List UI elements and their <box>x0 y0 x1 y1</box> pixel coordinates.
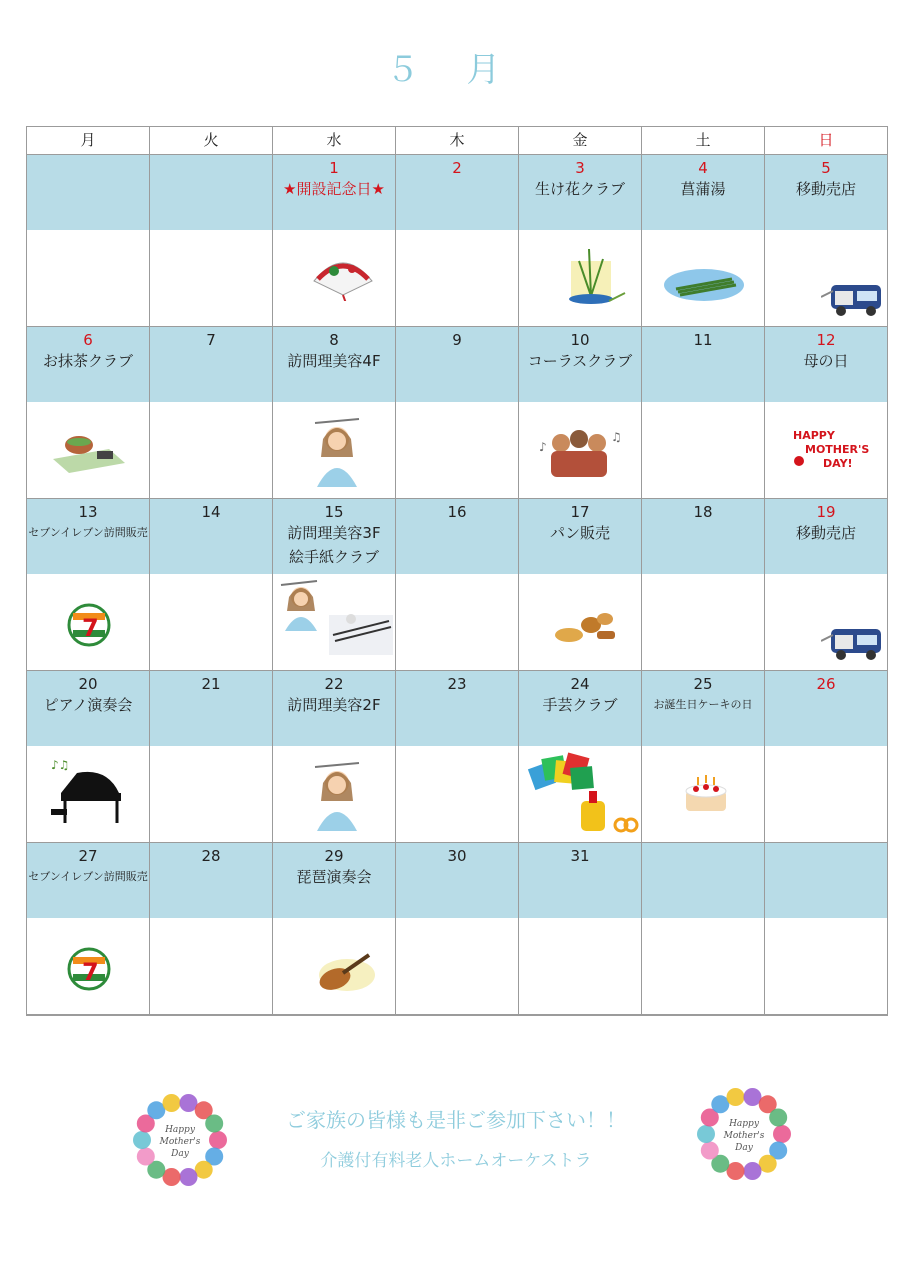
weekday-thu: 木 <box>396 127 519 154</box>
day-number: 19 <box>816 503 836 521</box>
calendar-day <box>519 499 642 670</box>
calendar-week <box>27 671 887 843</box>
day-header-band <box>27 327 149 402</box>
day-header-band <box>765 671 887 746</box>
day-number: 31 <box>570 847 590 865</box>
day-picture <box>642 231 764 326</box>
day-number <box>27 159 149 177</box>
day-number: 22 <box>324 675 344 693</box>
calendar-week <box>27 155 887 327</box>
svg-text:Day: Day <box>171 1149 189 1159</box>
calendar-day <box>396 843 519 1014</box>
calendar-day <box>27 499 150 670</box>
event-label: パン販売 <box>549 524 610 542</box>
calendar-day <box>150 843 273 1014</box>
day-header-band <box>519 671 641 746</box>
day-number: 2 <box>452 159 462 177</box>
svg-text:Day: Day <box>735 1143 753 1153</box>
day-number: 23 <box>447 675 467 693</box>
day-picture <box>396 575 518 670</box>
page-title: ５ 月 <box>385 50 519 90</box>
calendar-week <box>27 327 887 499</box>
day-picture <box>519 919 641 1014</box>
calendar-day <box>765 671 887 842</box>
event-label: 移動売店 <box>795 180 856 198</box>
day-picture <box>273 403 395 498</box>
day-number: 20 <box>78 675 98 693</box>
calendar-day <box>27 671 150 842</box>
calendar-day <box>642 843 765 1014</box>
day-picture <box>396 747 518 842</box>
day-header-band <box>150 155 272 230</box>
day-header-band <box>765 843 887 918</box>
event-label: 訪問理美容3F <box>287 524 381 542</box>
day-header-band <box>765 327 887 402</box>
day-header-band <box>642 155 764 230</box>
calendar-day <box>642 671 765 842</box>
calendar-day <box>765 843 887 1014</box>
weekday-sat: 土 <box>642 127 765 154</box>
day-header-band <box>27 843 149 918</box>
day-number: 24 <box>570 675 590 693</box>
day-picture <box>765 231 887 326</box>
day-picture <box>765 575 887 670</box>
event-label: 絵手紙クラブ <box>288 548 379 566</box>
footer-message: ご家族の皆様も是非ご参加下さい！！ <box>286 1108 626 1132</box>
day-number: 12 <box>816 331 836 349</box>
day-number: 14 <box>201 503 221 521</box>
mothers-day-wreath-left <box>130 1090 230 1190</box>
day-picture <box>150 575 272 670</box>
calendar-day <box>519 155 642 326</box>
day-number: 30 <box>447 847 467 865</box>
event-label: 手芸クラブ <box>542 696 618 714</box>
day-number: 10 <box>570 331 590 349</box>
weekday-header <box>27 127 887 155</box>
day-picture <box>519 403 641 498</box>
day-picture <box>150 231 272 326</box>
day-header-band <box>642 671 764 746</box>
event-label: セブンイレブン訪問販売 <box>28 870 148 883</box>
day-number <box>765 847 887 865</box>
calendar-day <box>273 843 396 1014</box>
calendar <box>26 126 888 1016</box>
weekday-sun: 日 <box>818 131 834 149</box>
weekday-fri: 金 <box>519 127 642 154</box>
day-number: 1 <box>329 159 339 177</box>
day-header-band <box>642 499 764 574</box>
event-label: 移動売店 <box>795 524 856 542</box>
calendar-day <box>273 327 396 498</box>
calendar-day <box>765 327 887 498</box>
calendar-week <box>27 843 887 1015</box>
calendar-day <box>519 671 642 842</box>
svg-text:♪♫: ♪♫ <box>51 758 70 772</box>
day-header-band <box>273 671 395 746</box>
day-picture <box>519 747 641 842</box>
day-header-band <box>396 671 518 746</box>
day-number: 26 <box>816 675 836 693</box>
event-label: 生け花クラブ <box>534 180 625 198</box>
calendar-day <box>27 155 150 326</box>
day-picture <box>273 919 395 1014</box>
svg-text:Happy: Happy <box>165 1125 195 1135</box>
day-picture <box>642 919 764 1014</box>
event-label: お抹茶クラブ <box>42 352 133 370</box>
day-picture <box>396 403 518 498</box>
day-picture <box>27 919 149 1014</box>
day-picture <box>150 403 272 498</box>
svg-text:Mother's: Mother's <box>723 1131 765 1141</box>
svg-text:HAPPY: HAPPY <box>793 429 835 442</box>
mothers-day-wreath-right <box>694 1084 794 1184</box>
day-number: 29 <box>324 847 344 865</box>
calendar-day <box>396 155 519 326</box>
facility-name: 介護付有料老人ホームオーケストラ <box>320 1151 592 1171</box>
event-label: ★開設記念日★ <box>283 180 385 198</box>
calendar-day <box>150 499 273 670</box>
day-number: 18 <box>693 503 713 521</box>
day-picture <box>642 403 764 498</box>
day-number: 25 <box>693 675 713 693</box>
day-header-band <box>519 155 641 230</box>
event-label: お誕生日ケーキの日 <box>653 698 753 711</box>
day-picture <box>150 919 272 1014</box>
day-header-band <box>273 155 395 230</box>
day-header-band <box>27 671 149 746</box>
day-picture <box>273 747 395 842</box>
calendar-day <box>519 843 642 1014</box>
event-label: 訪問理美容2F <box>287 696 381 714</box>
svg-text:♫: ♫ <box>611 430 622 444</box>
day-header-band <box>519 327 641 402</box>
day-picture <box>765 747 887 842</box>
day-number: 17 <box>570 503 590 521</box>
day-header-band <box>150 499 272 574</box>
day-picture <box>27 403 149 498</box>
day-number: 6 <box>83 331 93 349</box>
calendar-day <box>150 671 273 842</box>
calendar-day <box>273 671 396 842</box>
day-header-band <box>273 499 395 574</box>
day-number: 15 <box>324 503 344 521</box>
day-picture <box>273 231 395 326</box>
calendar-day <box>27 843 150 1014</box>
day-number: 7 <box>206 331 216 349</box>
day-header-band <box>150 671 272 746</box>
calendar-day <box>396 327 519 498</box>
svg-text:7: 7 <box>82 958 99 986</box>
calendar-day <box>396 671 519 842</box>
day-number: 8 <box>329 331 339 349</box>
day-picture <box>273 575 395 670</box>
day-picture <box>642 747 764 842</box>
calendar-day <box>642 499 765 670</box>
event-label: 母の日 <box>803 352 849 370</box>
day-picture <box>765 403 887 498</box>
day-number: 3 <box>575 159 585 177</box>
day-number: 28 <box>201 847 221 865</box>
calendar-day <box>150 155 273 326</box>
day-picture <box>27 231 149 326</box>
day-header-band <box>396 155 518 230</box>
calendar-day <box>396 499 519 670</box>
day-number <box>150 159 272 177</box>
day-header-band <box>519 499 641 574</box>
event-label: セブンイレブン訪問販売 <box>28 526 148 539</box>
day-number: 9 <box>452 331 462 349</box>
day-header-band <box>765 499 887 574</box>
event-label: ピアノ演奏会 <box>43 696 133 714</box>
svg-text:♪: ♪ <box>539 440 547 454</box>
event-label: 琵琶演奏会 <box>296 868 372 886</box>
calendar-day <box>642 155 765 326</box>
event-label: コーラスクラブ <box>527 352 633 370</box>
day-header-band <box>27 155 149 230</box>
day-number: 27 <box>78 847 98 865</box>
day-header-band <box>273 327 395 402</box>
day-number: 4 <box>698 159 708 177</box>
weekday-tue: 火 <box>150 127 273 154</box>
day-picture <box>519 575 641 670</box>
day-picture <box>765 919 887 1014</box>
day-header-band <box>396 499 518 574</box>
day-header-band <box>27 499 149 574</box>
day-header-band <box>519 843 641 918</box>
day-picture <box>150 747 272 842</box>
day-picture <box>396 231 518 326</box>
day-header-band <box>396 843 518 918</box>
day-picture <box>27 747 149 842</box>
event-label: 菖蒲湯 <box>680 180 726 198</box>
calendar-day <box>273 499 396 670</box>
day-header-band <box>150 327 272 402</box>
calendar-day <box>519 327 642 498</box>
day-number: 11 <box>693 331 713 349</box>
day-number: 5 <box>821 159 831 177</box>
calendar-week <box>27 499 887 671</box>
day-picture <box>396 919 518 1014</box>
event-label: 訪問理美容4F <box>287 352 381 370</box>
calendar-day <box>150 327 273 498</box>
calendar-day <box>765 155 887 326</box>
calendar-day <box>27 327 150 498</box>
day-header-band <box>642 327 764 402</box>
day-header-band <box>396 327 518 402</box>
day-header-band <box>765 155 887 230</box>
day-picture <box>519 231 641 326</box>
day-number <box>642 847 764 865</box>
calendar-day <box>273 155 396 326</box>
svg-text:Happy: Happy <box>729 1119 759 1129</box>
svg-text:Mother's: Mother's <box>159 1137 201 1147</box>
svg-text:7: 7 <box>82 614 99 642</box>
day-header-band <box>273 843 395 918</box>
svg-text:MOTHER'S: MOTHER'S <box>805 443 869 456</box>
calendar-day <box>765 499 887 670</box>
day-number: 16 <box>447 503 467 521</box>
day-header-band <box>150 843 272 918</box>
weekday-wed: 水 <box>273 127 396 154</box>
calendar-day <box>642 327 765 498</box>
day-header-band <box>642 843 764 918</box>
day-picture <box>27 575 149 670</box>
svg-text:DAY!: DAY! <box>823 457 853 470</box>
day-picture <box>642 575 764 670</box>
weekday-mon: 月 <box>27 127 150 154</box>
day-number: 13 <box>78 503 98 521</box>
day-number: 21 <box>201 675 221 693</box>
